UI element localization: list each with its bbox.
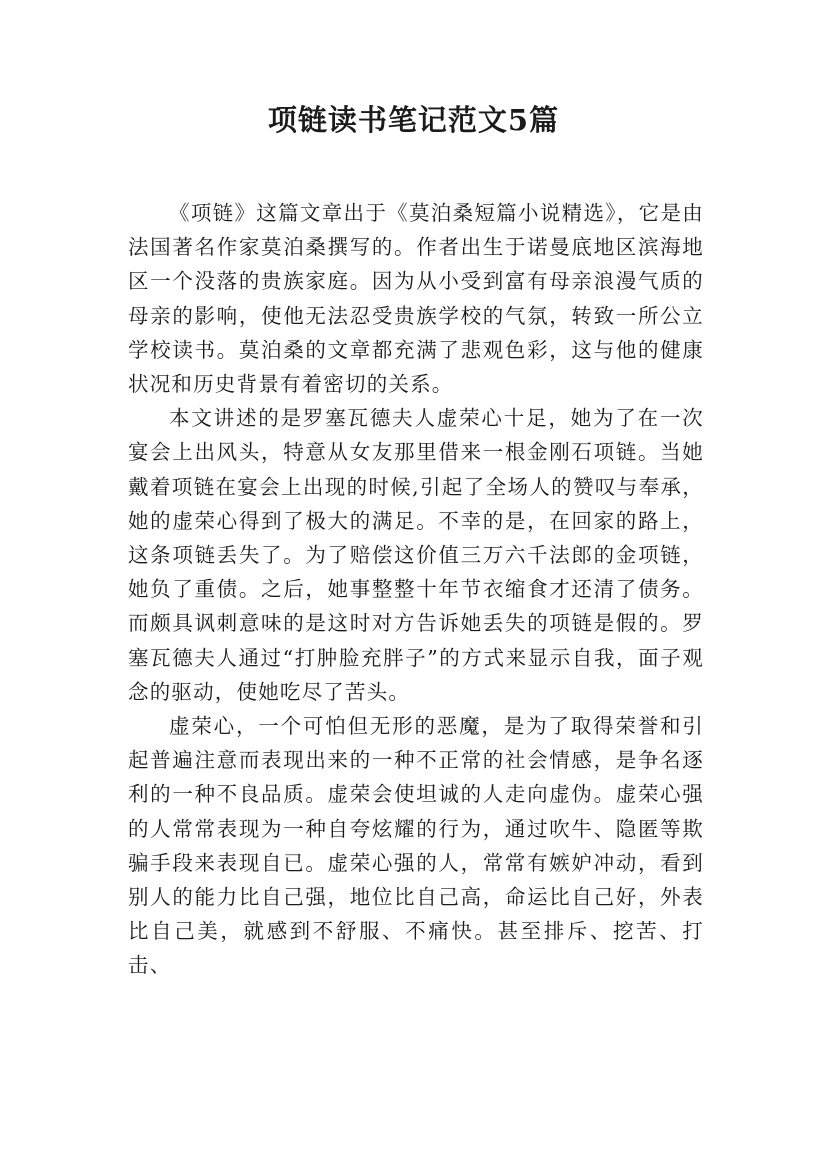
- paragraph: 《项链》这篇文章出于《莫泊桑短篇小说精选》，它是由法国著名作家莫泊桑撰写的。作者出生于诺曼底地区滨海地区一个没落的贵族家庭。因为从小受到富有母亲浪漫气质的母亲的影响，使他无法忍受贵族学校的气氛，转致一所公立学校读书。莫泊桑的文章都充满了悲观色彩，这与他的健康状况和历史背景有着密切的关系。: [128, 201, 704, 397]
- paragraph: 本文讲述的是罗塞瓦德夫人虚荣心十足，她为了在一次宴会上出风头，特意从女友那里借来一根金刚石项链。当她戴着项链在宴会上出现的时候,引起了全场人的赞叹与奉承，她的虚荣心得到了极大的满足。不幸的是，在回家的路上，这条项链丢失了。为了赔偿这价值三万六千法郎的金项链，她负了重债。之后，她事整整十年节衣缩食才还清了债务。而颇具讽刺意味的是这时对方告诉她丢失的项链是假的。罗塞瓦德夫人通过“打肿脸充胖子”的方式来显示自我，面子观念的驱动，使她吃尽了苦头。: [128, 406, 704, 704]
- document-body: [128, 196, 704, 983]
- document-title: 项链读书笔记范文5篇: [267, 103, 560, 137]
- paragraph: 虚荣心，一个可怕但无形的恶魔，是为了取得荣誉和引起普遍注意而表现出来的一种不正常的社会情感，是争名逐利的一种不良品质。虚荣会使坦诚的人走向虚伪。虚荣心强的人常常表现为一种自夸炫耀的行为，通过吹牛、隐匿等欺骗手段来表现自已。虚荣心强的人，常常有嫉妒冲动，看到别人的能力比自己强，地位比自己高，命运比自己好，外表比自己美，就感到不舒服、不痛快。甚至排斥、挖苦、打击、: [128, 714, 704, 978]
